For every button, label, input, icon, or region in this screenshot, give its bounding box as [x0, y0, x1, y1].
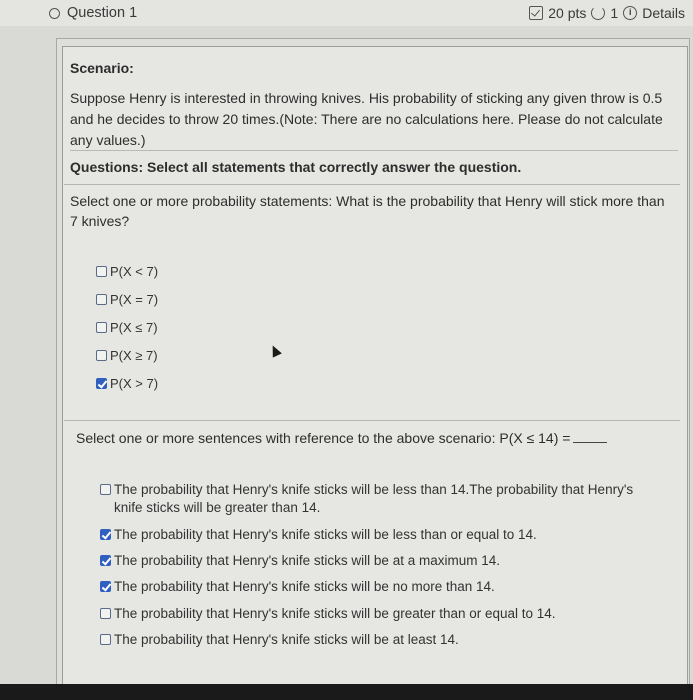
q2-option-label: The probability that Henry's knife sticks will be at a maximum 14. [114, 553, 500, 568]
q2-option-4[interactable] [100, 578, 660, 596]
q1-option-label: P(X > 7) [110, 376, 159, 391]
q1-option-2[interactable] [96, 292, 158, 307]
details-link[interactable]: Details [642, 5, 685, 21]
retry-icon [591, 6, 605, 20]
q2-option-6[interactable] [100, 631, 660, 649]
questions-label: Questions: Select all statements that correctly answer the question. [70, 159, 522, 175]
q2-option-1[interactable] [100, 481, 660, 517]
question-status-icon [49, 8, 60, 19]
q2-option-label: The probability that Henry's knife sticks will be less than 14.The probability that Henry's knife sticks will be greater than 14. [114, 482, 634, 515]
q2-option-label: The probability that Henry's knife sticks will be at least 14. [114, 632, 459, 647]
q1-option-4[interactable] [96, 348, 158, 363]
info-icon[interactable]: i [623, 6, 637, 20]
q1-option-label: P(X ≥ 7) [110, 348, 158, 363]
points-value: 20 pts [548, 5, 587, 21]
checkbox[interactable] [96, 266, 107, 277]
checkbox[interactable] [100, 608, 111, 619]
q1-option-label: P(X = 7) [110, 292, 159, 307]
question-meta [529, 5, 685, 21]
checkbox-checked[interactable] [100, 555, 111, 566]
checkbox[interactable] [96, 350, 107, 361]
q1-option-5[interactable] [96, 376, 158, 391]
checkbox[interactable] [100, 634, 111, 645]
question2-prompt [76, 430, 607, 446]
q1-option-label: P(X < 7) [110, 264, 159, 279]
checkbox[interactable] [96, 294, 107, 305]
checkbox-checked[interactable] [100, 581, 111, 592]
checkbox-checked[interactable] [100, 529, 111, 540]
answer-blank [573, 430, 607, 443]
checkbox-points-icon [529, 6, 543, 20]
q2-option-label: The probability that Henry's knife sticks will be no more than 14. [114, 579, 495, 594]
question2-prompt-text: Select one or more sentences with reference to the above scenario: P(X ≤ 14) = [76, 430, 571, 446]
question-title: Question 1 [67, 5, 138, 21]
bottom-bar [0, 684, 693, 700]
q2-option-label: The probability that Henry's knife sticks will be less than or equal to 14. [114, 527, 537, 542]
q1-option-label: P(X ≤ 7) [110, 320, 158, 335]
question1-prompt: Select one or more probability statements: What is the probability that Henry will stick more than 7 knives? [70, 193, 665, 229]
checkbox[interactable] [100, 484, 111, 495]
q2-option-3[interactable] [100, 552, 660, 570]
divider [70, 150, 678, 151]
q1-option-1[interactable] [96, 264, 158, 279]
question-header [0, 0, 693, 26]
q2-option-5[interactable] [100, 605, 660, 623]
checkbox[interactable] [96, 322, 107, 333]
q1-option-3[interactable] [96, 320, 158, 335]
attempts-value: 1 [610, 5, 619, 21]
scenario-label: Scenario: [70, 60, 134, 76]
q2-option-label: The probability that Henry's knife sticks will be greater than or equal to 14. [114, 606, 556, 621]
q2-option-2[interactable] [100, 526, 660, 544]
scenario-text: Suppose Henry is interested in throwing knives. His probability of sticking any given throw is 0.5 and he decides to throw 20 times.(Note: There are no calculations here. Please do not calculate any values.) [70, 90, 663, 148]
checkbox-checked[interactable] [96, 378, 107, 389]
